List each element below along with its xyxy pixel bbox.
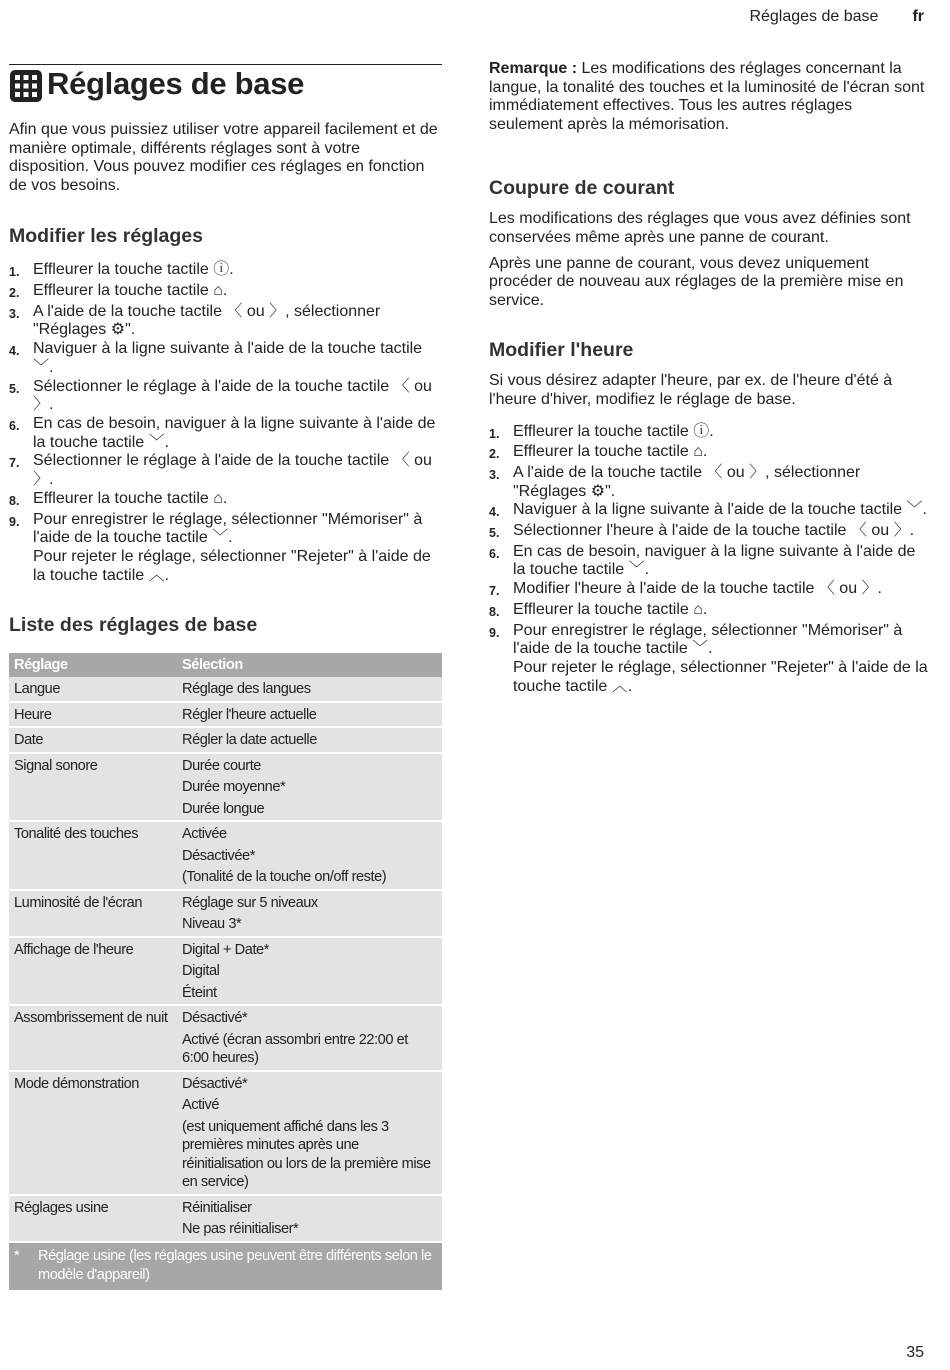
step-text-main: En cas de besoin, naviguer à la ligne suivante à l'aide de la touche tactile ﹀. xyxy=(33,415,436,451)
step-number: 4. xyxy=(9,344,20,359)
list-heading: Liste des réglages de base xyxy=(9,614,258,637)
table-row xyxy=(9,677,442,702)
setting-option: Digital xyxy=(182,963,220,980)
step-text-main: Sélectionner l'heure à l'aide de la touche tactile 〈 ou 〉. xyxy=(513,522,915,540)
setting-option: Réglage des langues xyxy=(182,681,311,698)
modify-step xyxy=(9,282,442,303)
time-step xyxy=(489,601,929,622)
setting-option: (Tonalité de la touche on/off reste) xyxy=(182,869,387,886)
modify-heading: Modifier les réglages xyxy=(9,225,203,248)
language-code: fr xyxy=(912,8,924,25)
setting-option: Ne pas réinitialiser* xyxy=(182,1221,299,1238)
time-step xyxy=(489,580,929,601)
step-number: 6. xyxy=(489,546,500,561)
step-number: 9. xyxy=(489,625,500,640)
table-row xyxy=(9,753,442,822)
step-text-alt: Pour rejeter le réglage, sélectionner "Rejeter" à l'aide de la touche tactile ︿. xyxy=(513,658,928,695)
setting-option: Niveau 3* xyxy=(182,916,242,933)
step-number: 4. xyxy=(489,505,500,520)
setting-option: Éteint xyxy=(182,984,217,1001)
modify-step xyxy=(9,378,442,415)
page-title: Réglages de base xyxy=(47,66,305,101)
step-text xyxy=(33,261,442,282)
time-step xyxy=(489,543,929,580)
running-head xyxy=(749,8,924,26)
setting-name-cell: Date xyxy=(9,727,177,753)
step-number: 7. xyxy=(9,456,20,471)
modify-step xyxy=(9,303,442,340)
time-heading: Modifier l'heure xyxy=(489,339,634,362)
remark-text: Les modifications des réglages concernant la langue, la tonalité des touches et la luminosité de l'écran sont immédiatement effectives. Tous les autres réglages seulement après la mémorisation. xyxy=(489,60,925,133)
footnote-text: Réglage usine (les réglages usine peuvent être différents selon le modèle d'appareil) xyxy=(38,1247,432,1283)
step-text-main: Pour enregistrer le réglage, sélectionner "Mémoriser" à l'aide de la touche tactile ﹀. xyxy=(33,510,423,547)
step-number: 6. xyxy=(9,419,20,433)
setting-option: (est uniquement affiché dans les 3 premières minutes après une réinitialisation ou lors de la première mise en service) xyxy=(182,1118,431,1191)
step-text-main: Effleurer la touche tactile ⌂. xyxy=(33,282,228,300)
time-intro: Si vous désirez adapter l'heure, par ex. de l'heure d'été à l'heure d'hiver, modifiez le réglage de base. xyxy=(489,372,893,408)
table-header-row xyxy=(9,653,442,677)
step-text xyxy=(513,501,929,522)
settings-table xyxy=(9,653,442,1290)
setting-options-cell xyxy=(177,677,442,702)
step-number: 5. xyxy=(489,526,500,541)
time-step xyxy=(489,501,929,522)
setting-name-cell: Mode démonstration xyxy=(9,1071,177,1195)
setting-option: Activé (écran assombri entre 22:00 et 6:00 heures) xyxy=(182,1031,408,1067)
modify-step xyxy=(9,340,442,377)
power-heading: Coupure de courant xyxy=(489,177,675,200)
modify-step xyxy=(9,490,442,511)
step-text xyxy=(513,580,929,601)
step-text-alt: Pour rejeter le réglage, sélectionner "Rejeter" à l'aide de la touche tactile ︿. xyxy=(33,547,431,584)
modify-step xyxy=(9,415,442,452)
step-text-main: A l'aide de la touche tactile 〈 ou 〉, sélectionner "Réglages ⚙". xyxy=(33,302,381,339)
setting-name-cell: Langue xyxy=(9,677,177,702)
setting-option: Réinitialiser xyxy=(182,1199,252,1216)
step-text xyxy=(33,490,442,511)
step-text-main: Pour enregistrer le réglage, sélectionner "Mémoriser" à l'aide de la touche tactile ﹀. xyxy=(513,621,903,658)
setting-name-cell: Heure xyxy=(9,702,177,728)
setting-name-cell: Signal sonore xyxy=(9,753,177,822)
step-number: 2. xyxy=(9,286,20,301)
table-row xyxy=(9,821,442,890)
step-number: 9. xyxy=(9,514,20,529)
step-text xyxy=(513,464,929,501)
step-text xyxy=(33,511,442,586)
setting-option: Régler l'heure actuelle xyxy=(182,706,317,723)
col-header-setting: Réglage xyxy=(9,653,177,677)
step-number: 7. xyxy=(489,584,500,599)
step-text-main: Effleurer la touche tactile ⌂. xyxy=(513,443,708,461)
step-text xyxy=(513,522,929,543)
step-text-main: Effleurer la touche tactile ⓘ. xyxy=(513,422,714,440)
setting-option: Digital + Date* xyxy=(182,941,269,958)
power-paragraph-1: Les modifications des réglages que vous avez définies sont conservées même après une panne de courant. xyxy=(489,210,911,246)
table-row xyxy=(9,890,442,937)
left-column xyxy=(9,64,442,1290)
setting-option: Activé xyxy=(182,1097,220,1114)
modify-step xyxy=(9,261,442,282)
footnote-cell xyxy=(9,1242,442,1290)
setting-options-cell xyxy=(177,937,442,1006)
setting-option: Désactivée* xyxy=(182,847,255,864)
step-text-main: Naviguer à la ligne suivante à l'aide de la touche tactile ﹀. xyxy=(513,501,927,519)
time-step xyxy=(489,522,929,543)
time-step xyxy=(489,622,929,697)
setting-option: Désactivé* xyxy=(182,1010,248,1027)
time-step xyxy=(489,423,929,444)
step-text xyxy=(33,415,442,452)
table-row xyxy=(9,727,442,753)
step-text-main: Naviguer à la ligne suivante à l'aide de la touche tactile ﹀. xyxy=(33,340,423,376)
setting-options-cell xyxy=(177,821,442,890)
remark-paragraph xyxy=(489,60,929,134)
step-text-main: A l'aide de la touche tactile 〈 ou 〉, sélectionner "Réglages ⚙". xyxy=(513,463,861,500)
step-text-main: En cas de besoin, naviguer à la ligne suivante à l'aide de la touche tactile ﹀. xyxy=(513,542,916,579)
title-row xyxy=(9,64,442,103)
step-text xyxy=(33,340,442,377)
setting-option: Durée courte xyxy=(182,757,261,774)
step-text xyxy=(513,423,929,444)
setting-options-cell xyxy=(177,702,442,728)
modify-step xyxy=(9,511,442,586)
setting-name-cell: Tonalité des touches xyxy=(9,821,177,890)
step-number: 8. xyxy=(489,604,500,619)
step-number: 1. xyxy=(489,426,500,441)
step-text xyxy=(513,601,929,622)
step-text xyxy=(513,543,929,580)
time-step xyxy=(489,464,929,501)
table-row xyxy=(9,1071,442,1195)
step-number: 1. xyxy=(9,265,20,280)
setting-option: Désactivé* xyxy=(182,1075,248,1092)
time-step xyxy=(489,443,929,464)
setting-option: Activée xyxy=(182,826,227,843)
footnote-row xyxy=(9,1242,442,1290)
step-text xyxy=(513,443,929,464)
step-text xyxy=(33,452,442,489)
right-column xyxy=(489,60,929,696)
setting-name-cell: Assombrissement de nuit xyxy=(9,1005,177,1071)
setting-options-cell xyxy=(177,753,442,822)
setting-name-cell: Luminosité de l'écran xyxy=(9,890,177,937)
step-text xyxy=(513,622,929,697)
time-steps-list xyxy=(489,423,929,697)
power-paragraph-2: Après une panne de courant, vous devez uniquement procéder de nouveau aux réglages de la première mise en service. xyxy=(489,254,904,309)
step-number: 3. xyxy=(489,467,500,482)
step-number: 3. xyxy=(9,306,20,321)
running-head-title: Réglages de base xyxy=(749,8,879,25)
setting-options-cell xyxy=(177,890,442,937)
setting-options-cell xyxy=(177,1005,442,1071)
setting-option: Durée moyenne* xyxy=(182,779,286,796)
modify-steps-list xyxy=(9,261,442,585)
step-number: 2. xyxy=(489,447,500,462)
step-text-main: Effleurer la touche tactile ⌂. xyxy=(513,600,708,618)
table-row xyxy=(9,1005,442,1071)
setting-name-cell: Affichage de l'heure xyxy=(9,937,177,1006)
table-row xyxy=(9,1195,442,1242)
setting-option: Régler la date actuelle xyxy=(182,732,317,749)
setting-options-cell xyxy=(177,1071,442,1195)
setting-option: Durée longue xyxy=(182,800,265,817)
step-number: 5. xyxy=(9,381,20,396)
col-header-selection: Sélection xyxy=(177,653,442,677)
modify-step xyxy=(9,452,442,489)
step-text-main: Sélectionner le réglage à l'aide de la touche tactile 〈 ou 〉. xyxy=(33,377,432,414)
settings-grid-icon xyxy=(9,69,43,103)
intro-paragraph: Afin que vous puissiez utiliser votre appareil facilement et de manière optimale, différents réglages sont à votre disposition. Vous pouvez modifier ces réglages en fonction de vos besoins. xyxy=(9,121,438,194)
setting-options-cell xyxy=(177,1195,442,1242)
footnote-mark: * xyxy=(14,1247,20,1264)
step-text-main: Sélectionner le réglage à l'aide de la touche tactile 〈 ou 〉. xyxy=(33,452,432,489)
table-row xyxy=(9,702,442,728)
step-text xyxy=(33,378,442,415)
step-text xyxy=(33,303,442,340)
step-text-main: Effleurer la touche tactile ⓘ. xyxy=(33,261,234,279)
step-text-main: Modifier l'heure à l'aide de la touche tactile 〈 ou 〉. xyxy=(513,580,882,598)
step-text xyxy=(33,282,442,303)
table-row xyxy=(9,937,442,1006)
setting-options-cell xyxy=(177,727,442,753)
setting-name-cell: Réglages usine xyxy=(9,1195,177,1242)
setting-option: Réglage sur 5 niveaux xyxy=(182,894,318,911)
step-text-main: Effleurer la touche tactile ⌂. xyxy=(33,489,228,507)
step-number: 8. xyxy=(9,493,20,508)
page-number: 35 xyxy=(906,1344,924,1361)
remark-label: Remarque : xyxy=(489,60,578,77)
